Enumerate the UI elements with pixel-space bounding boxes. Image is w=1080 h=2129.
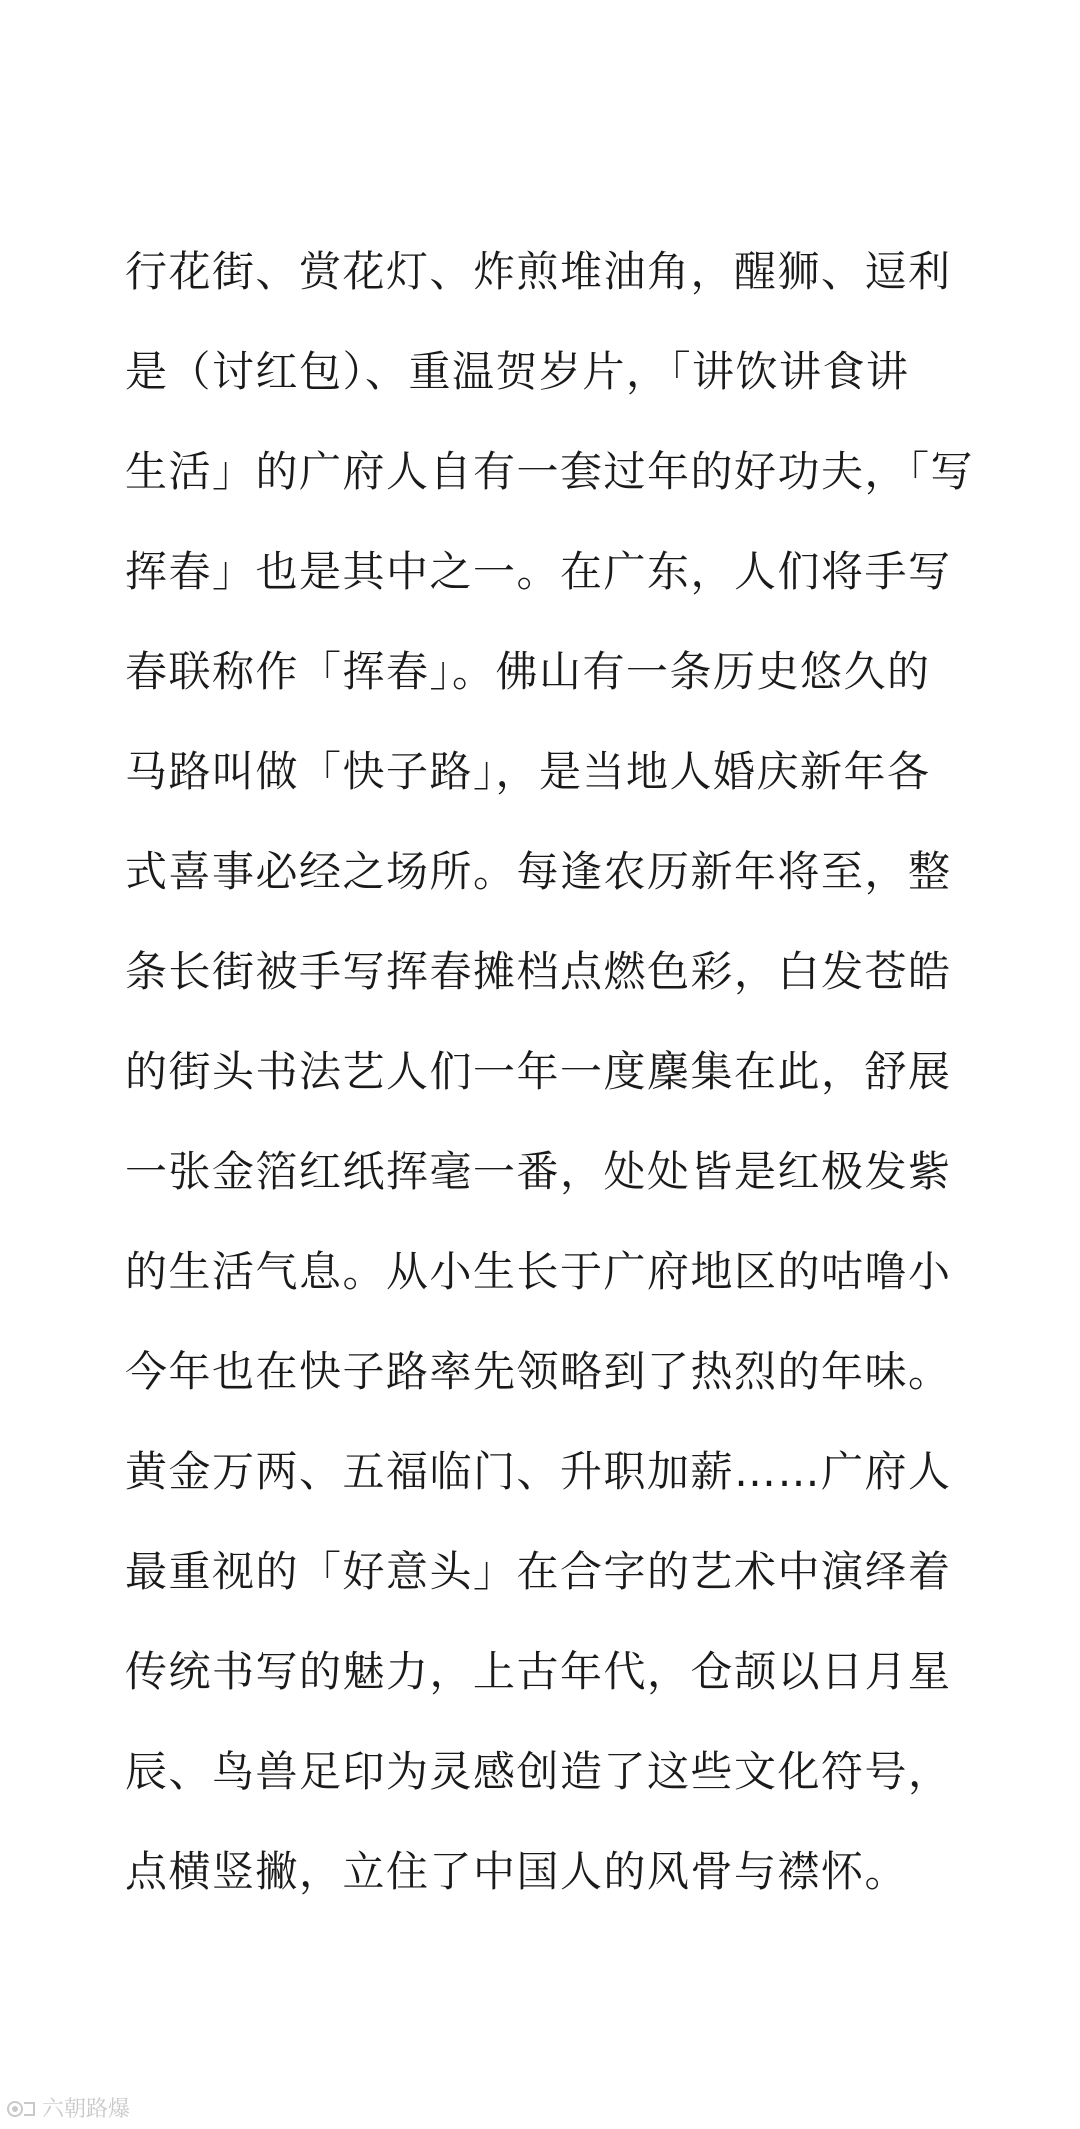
paragraph-line: 传统书写的魅力，上古年代，仓颉以日月星 xyxy=(125,1647,952,1696)
watermark xyxy=(6,2092,130,2123)
paragraph-line: 马路叫做「快子路」，是当地人婚庆新年各 xyxy=(125,747,931,796)
paragraph-line: 一张金箔红纸挥毫一番，处处皆是红极发紫 xyxy=(125,1147,952,1196)
paragraph-line: 辰、鸟兽足印为灵感创造了这些文化符号， xyxy=(125,1747,952,1796)
paragraph-line: 是（讨红包）、重温贺岁片，「讲饮讲食讲 xyxy=(125,347,910,396)
paragraph-line: 的生活气息。从小生长于广府地区的咕噜小 xyxy=(125,1247,952,1296)
paragraph-line: 条长街被手写挥春摊档点燃色彩，白发苍皓 xyxy=(125,947,952,996)
camera-logo-icon xyxy=(6,2097,36,2119)
watermark-text: 六朝路爆 xyxy=(42,2097,131,2122)
paragraph-line: 最重视的「好意头」在合字的艺术中演绎着 xyxy=(125,1547,952,1596)
paragraph-line: 春联称作「挥春」。佛山有一条历史悠久的 xyxy=(125,647,931,696)
paragraph-line: 黄金万两、五福临门、升职加薪……广府人 xyxy=(125,1447,952,1496)
paragraph-line: 挥春」也是其中之一。在广东，人们将手写 xyxy=(125,547,952,596)
paragraph-line: 式喜事必经之场所。每逢农历新年将至，整 xyxy=(125,847,952,896)
paragraph-line: 点横竖撇，立住了中国人的风骨与襟怀。 xyxy=(125,1847,909,1896)
paragraph-line: 行花街、赏花灯、炸煎堆油角，醒狮、逗利 xyxy=(125,247,952,296)
paragraph-line: 的街头书法艺人们一年一度麇集在此，舒展 xyxy=(125,1047,952,1096)
article-body xyxy=(125,222,975,1922)
paragraph-line: 今年也在快子路率先领略到了热烈的年味。 xyxy=(125,1347,952,1396)
paragraph-line: 生活」的广府人自有一套过年的好功夫，「写 xyxy=(125,447,975,496)
